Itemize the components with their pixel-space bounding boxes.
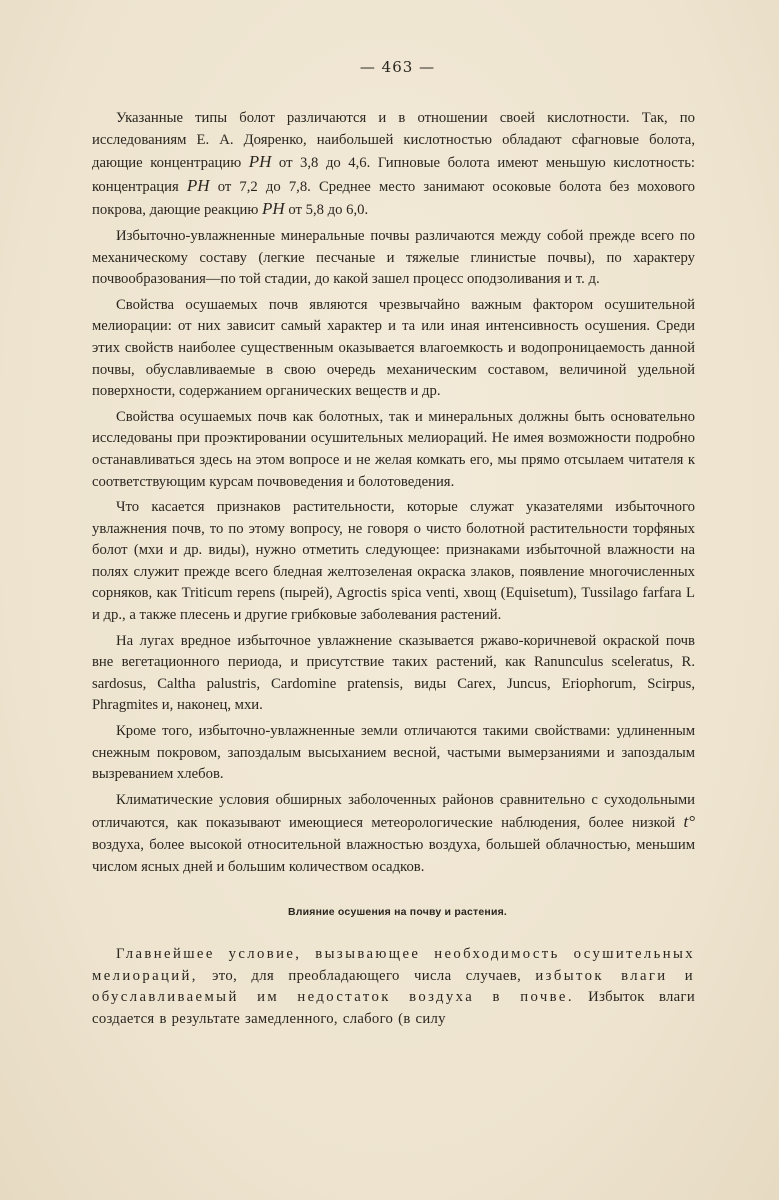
paragraph-5: Что касается признаков растительности, которые служат указателями избыточного увлажнения почв, то по этому вопросу, не говоря о чисто болотной растительности торфяных болот (мхи и др. виды), нужно отметить следующее: признаками избыточной влажности на полях служит прежде всего бледная желтозеленая окраска злаков, появление многочисленных сорняков, как Triticum repens (пырей), Agroctis spica venti, хвощ (Equisetum), Tussilago farfara L и др., а также плесень и другие грибковые заболевания растений. (92, 499, 695, 624)
section-paragraph: Главнейшее условие, вызывающее необходимость осушительных мелиораций, это, для преобладающего числа случаев, избыток влаги и обуславливаемый им недостаток воздуха в почве. Избыток влаги создается в результате замедленного, слабого (в силу (92, 946, 695, 1027)
temperature-symbol: t° (683, 812, 695, 832)
section-title: Влияние осушения на почву и растения. (287, 906, 508, 919)
ph-symbol: PH (248, 152, 272, 172)
paragraph-2: Избыточно-увлажненные минеральные почвы различаются между собой прежде всего по механическому составу (легкие песчаные и тяжелые глинистые почвы), по характеру почвообразования—по той стадии, до какой зашел процесс оподзоливания и т. д. (92, 227, 695, 288)
ph-symbol: PH (262, 199, 285, 219)
page-number: — 463 — (359, 58, 436, 76)
paragraph-6: На лугах вредное избыточное увлажнение сказывается ржаво-коричневой окраской почв вне вегетационного периода, и присутствие таких растений, как Ranunculus sceleratus, R. sardosus, Caltha palustris, Cardomine pratensis, виды Carex, Juncus, Eriophorum, Scirpus, Phragmites и, наконец, мхи. (92, 632, 695, 714)
paragraph-4: Свойства осушаемых почв как болотных, так и минеральных должны быть основательно исследованы при проэктировании осушительных мелиораций. Не имея возможности подробно останавливаться здесь на этом вопросе и не желая комкать его, мы прямо отсылаем читателя к соответствующим курсам почвоведения и болотоведения. (92, 408, 695, 490)
paragraph-1: Указанные типы болот различаются и в отношении своей кислотности. Так, по исследованиям Е. А. Дояренко, наибольшей кислотностью обладают сфагновые болота, дающие концентрацию PH от 3,8 до 4,6. Гипновые болота имеют меньшую кислотность: концентрация PH от 7,2 до 7,8. Среднее место занимают осоковые болота без мохового покрова, дающие реакцию PH от 5,8 до 6,0. (92, 110, 695, 219)
paragraph-3: Свойства осушаемых почв являются чрезвычайно важным фактором осушительной мелиорации: от них зависит самый характер и та или иная интенсивность осушения. Среди этих свойств наиболее существенным оказывается влагоемкость и водопроницаемость данной почвы, обуславливаемые в свою очередь механическим составом, величиной удельной поверхности, содержанием органических веществ и др. (92, 296, 695, 400)
paragraph-8: Климатические условия обширных заболоченных районов сравнительно с суходольными отличаются, как показывают имеющиеся метеорологические наблюдения, более низкой t° воздуха, более высокой относительной влажностью воздуха, большей облачностью, меньшим числом ясных дней и большим количеством осадков. (92, 791, 695, 875)
paragraph-7: Кроме того, избыточно-увлажненные земли отличаются такими свойствами: удлиненным снежным покровом, запоздалым высыханием весной, частыми вымерзаниями и запоздалым вызреванием хлебов. (92, 723, 695, 783)
ph-symbol: PH (186, 175, 210, 195)
